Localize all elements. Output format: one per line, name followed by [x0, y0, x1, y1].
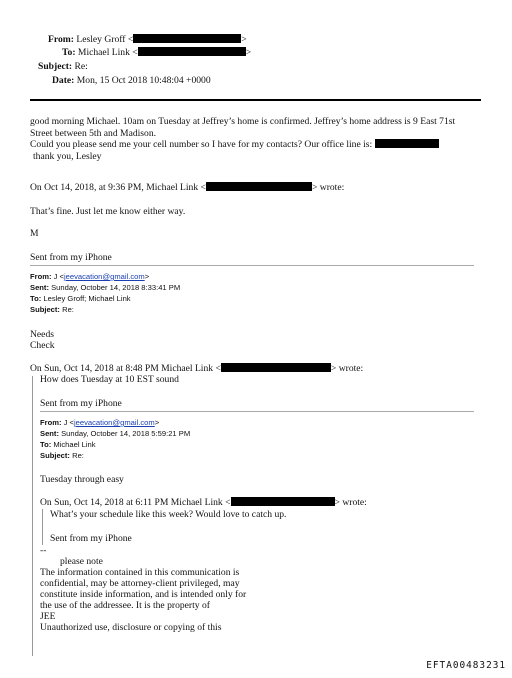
redaction-box	[138, 47, 246, 56]
reply-3-text-1: What’s your schedule like this week? Would love to catch up.	[50, 509, 287, 520]
email-3-to: To: Michael Link	[40, 440, 96, 449]
footer-dashes: --	[40, 545, 47, 556]
email-2-text-1: Needs	[30, 329, 54, 340]
footer-note: please note	[60, 556, 103, 567]
footer-line-6: Unauthorized use, disclosure or copying of this	[40, 622, 222, 633]
redaction-box	[231, 497, 335, 506]
email-2-from-link[interactable]: jeevacation@gmail.com	[63, 272, 145, 281]
reply-1-text-2: M	[30, 228, 39, 239]
email-2-to: To: Lesley Groff; Michael Link	[30, 294, 131, 303]
reply-1-intro: On Oct 14, 2018, at 9:36 PM, Michael Link < > wrote:	[30, 182, 345, 193]
email-3-from: From: J <jeevacation@gmail.com>	[40, 418, 160, 427]
reply-3-intro: On Sun, Oct 14, 2018 at 6:11 PM Michael Link < > wrote:	[40, 497, 367, 508]
email-3-text-1: Tuesday through easy	[40, 474, 124, 485]
header-date	[52, 75, 211, 86]
header-to-name: Michael Link <	[77, 47, 138, 58]
email-3-from-link[interactable]: jeevacation@gmail.com	[73, 418, 155, 427]
email-3-subject: Subject: Re:	[40, 451, 84, 460]
header-divider	[30, 99, 481, 101]
footer-line-3: constitute inside information, and is intended only for	[40, 589, 247, 600]
bates-number: EFTA00483231	[426, 660, 506, 671]
header-from-label: From:	[48, 34, 74, 45]
redaction-box	[133, 34, 241, 43]
body-line-2: Street between 5th and Madison.	[30, 128, 157, 139]
body-line-1: good morning Michael. 10am on Tuesday at Jeffrey’s home is confirmed. Jeffrey’s home address is 9 East 71st	[30, 116, 456, 127]
redaction-box	[206, 182, 312, 191]
quote-bar-1	[32, 376, 33, 656]
reply-2-signature: Sent from my iPhone	[40, 398, 122, 409]
redaction-box	[221, 363, 331, 372]
footer-line-5: JEE	[40, 611, 56, 622]
header-to: To: Michael Link < >	[62, 47, 252, 58]
header-date-label: Date:	[52, 75, 75, 86]
footer-line-1: The information contained in this communication is	[40, 567, 240, 578]
header-from-name: Lesley Groff <	[76, 34, 134, 45]
header-subject	[38, 61, 88, 72]
reply-1-signature: Sent from my iPhone	[30, 252, 112, 263]
body-line-3: Could you please send me your cell number so I have for my contacts? Our office line is:	[30, 139, 439, 150]
header-subject-label: Subject:	[38, 61, 73, 72]
email-2-subject: Subject: Re:	[30, 305, 74, 314]
quote-bar-2	[42, 509, 43, 545]
email-3-sent: Sent: Sunday, October 14, 2018 5:59:21 PM	[40, 429, 191, 438]
header-from: From: Lesley Groff < >	[48, 34, 247, 45]
header-date-value: Mon, 15 Oct 2018 10:48:04 +0000	[76, 75, 211, 86]
reply-3-signature: Sent from my iPhone	[50, 533, 132, 544]
email-2-divider	[30, 265, 474, 266]
email-2-from: From: J <jeevacation@gmail.com>	[30, 272, 150, 281]
reply-1-text-1: That’s fine. Just let me know either way.	[30, 206, 186, 217]
reply-2-text-1: How does Tuesday at 10 EST sound	[40, 374, 179, 385]
reply-2-intro: On Sun, Oct 14, 2018 at 8:48 PM Michael Link < > wrote:	[30, 363, 364, 374]
email-2-sent: Sent: Sunday, October 14, 2018 8:33:41 PM	[30, 283, 181, 292]
header-subject-value: Re:	[74, 61, 88, 72]
redaction-box	[375, 139, 439, 148]
footer-line-4: the use of the addressee. It is the property of	[40, 600, 210, 611]
email-2-text-2: Check	[30, 340, 55, 351]
email-3-divider	[40, 411, 474, 412]
header-to-label: To:	[62, 47, 76, 58]
footer-line-2: confidential, may be attorney-client privileged, may	[40, 578, 240, 589]
body-line-4: thank you, Lesley	[33, 151, 102, 162]
